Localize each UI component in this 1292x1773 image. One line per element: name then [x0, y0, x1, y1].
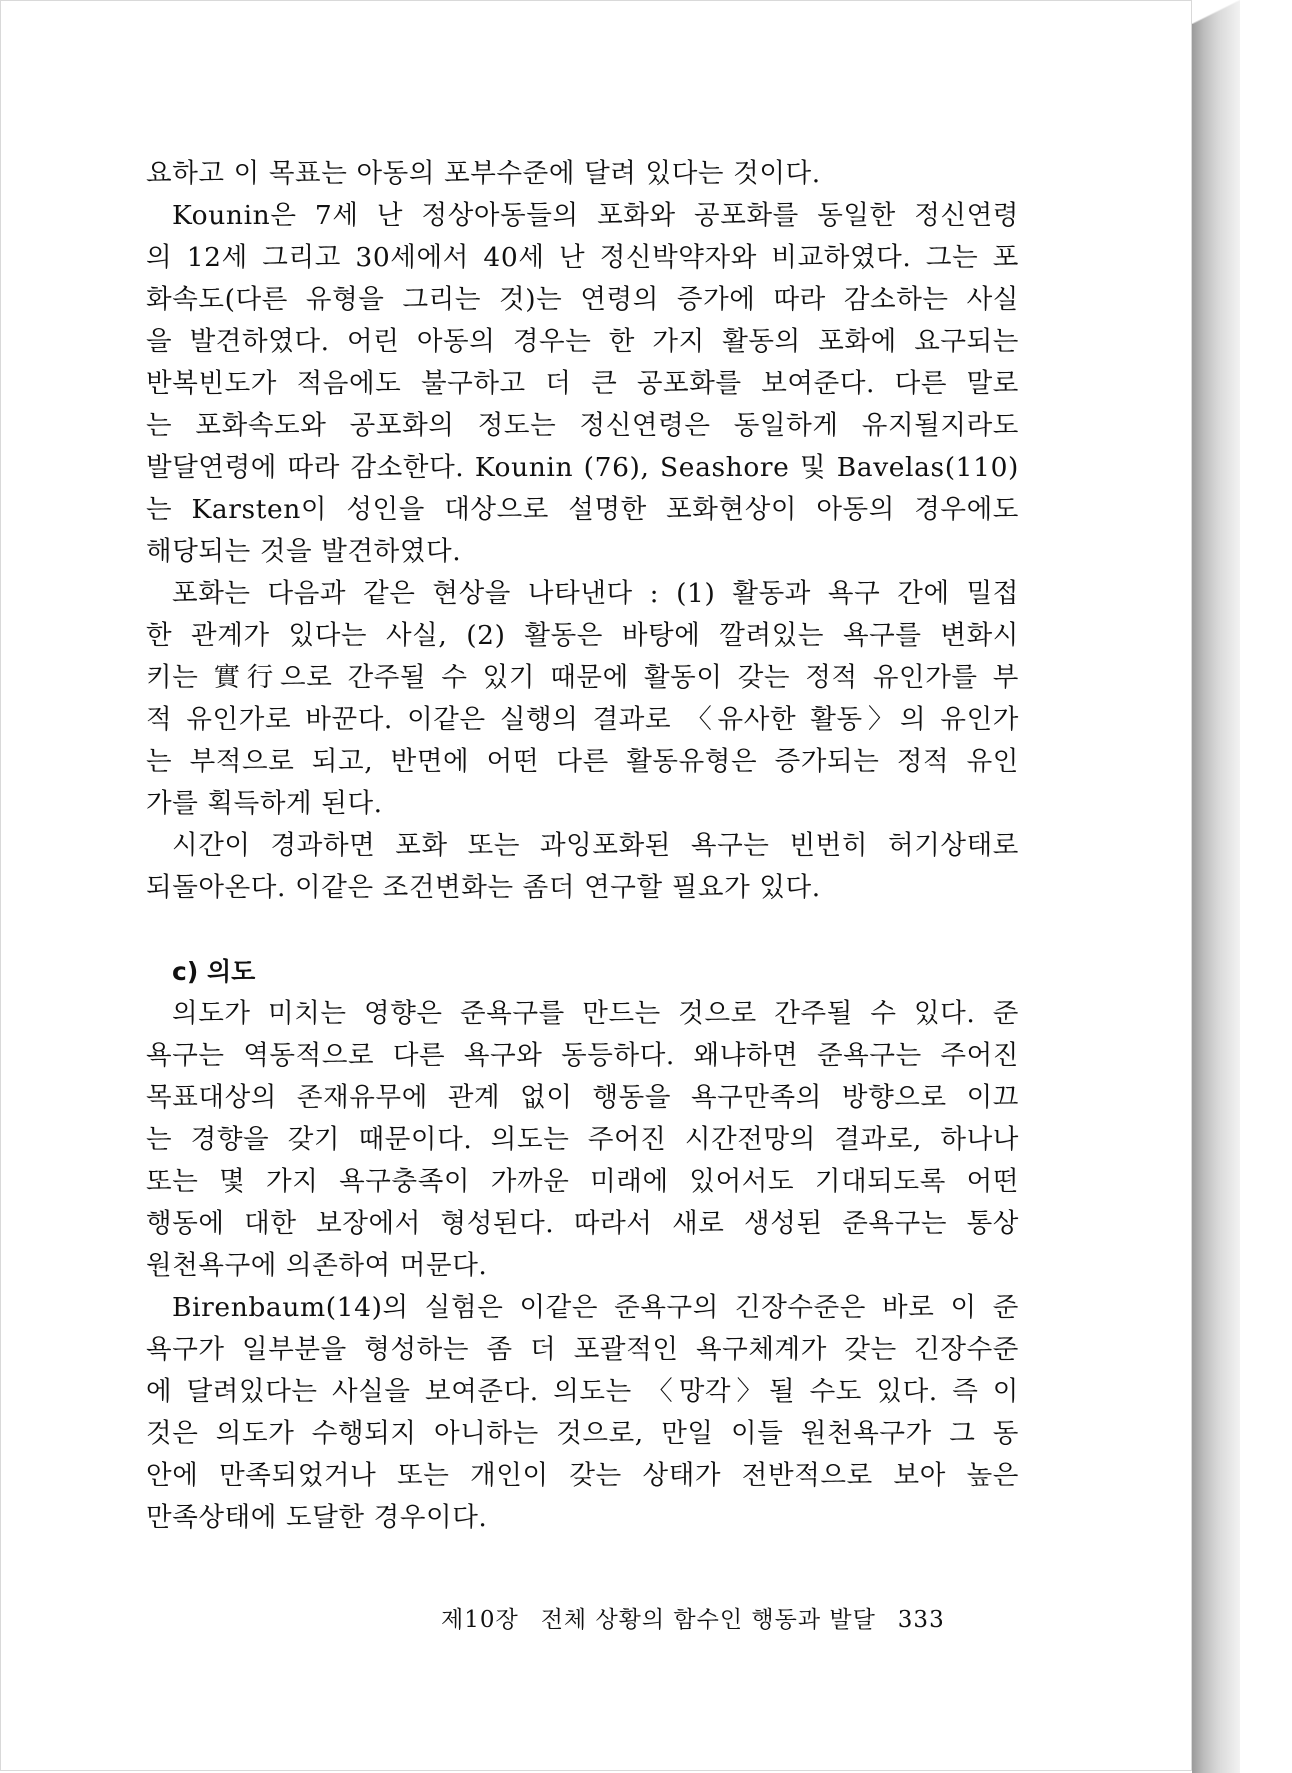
section-heading: c) 의도 — [172, 957, 256, 986]
section-spacer — [146, 909, 1019, 951]
text-line: 것은 의도가 수행되지 아니하는 것으로, 만일 이들 원천욕구가 그 동 — [146, 1418, 1019, 1449]
text-line: 요하고 이 목표는 아동의 포부수준에 달려 있다는 것이다. — [146, 158, 821, 189]
text-line: 에 달려있다는 사실을 보여준다. 의도는 〈망각〉될 수도 있다. 즉 이 — [146, 1376, 1019, 1407]
text-line: 키는 實行으로 간주될 수 있기 때문에 활동이 갖는 정적 유인가를 부 — [146, 662, 1019, 693]
text-line: 발달연령에 따라 감소한다. Kounin (76), Seashore 및 Bavelas(110) — [146, 452, 1019, 483]
text-line: 한 관계가 있다는 사실, (2) 활동은 바탕에 깔려있는 욕구를 변화시 — [146, 620, 1019, 651]
text-line: 반복빈도가 적음에도 불구하고 더 큰 공포화를 보여준다. 다른 말로 — [146, 368, 1019, 399]
text-line: 목표대상의 존재유무에 관계 없이 행동을 욕구만족의 방향으로 이끄 — [146, 1082, 1019, 1113]
text-line: 만족상태에 도달한 경우이다. — [146, 1502, 488, 1533]
text-line: 욕구는 역동적으로 다른 욕구와 동등하다. 왜냐하면 준욕구는 주어진 — [146, 1040, 1019, 1071]
body-text — [146, 153, 1019, 1539]
text-line: 는 포화속도와 공포화의 정도는 정신연령은 동일하게 유지될지라도 — [146, 410, 1019, 441]
page-number: 333 — [897, 1607, 945, 1633]
text-line: 의도가 미치는 영향은 준욕구를 만드는 것으로 간주될 수 있다. 준 — [172, 998, 1019, 1029]
text-line: 의 12세 그리고 30세에서 40세 난 정신박약자와 비교하였다. 그는 포 — [146, 242, 1019, 273]
page-edge-shadow — [1192, 0, 1240, 1773]
text-line: 해당되는 것을 발견하였다. — [146, 536, 462, 567]
text-line: 되돌아온다. 이같은 조건변화는 좀더 연구할 필요가 있다. — [146, 872, 821, 903]
footer-chapter: 제10장 — [441, 1607, 519, 1633]
page-footer — [441, 1602, 945, 1638]
text-line: 을 발견하였다. 어린 아동의 경우는 한 가지 활동의 포화에 요구되는 — [146, 326, 1019, 357]
text-line: 가를 획득하게 된다. — [146, 788, 383, 819]
text-line: 적 유인가로 바꾼다. 이같은 실행의 결과로 〈유사한 활동〉의 유인가 — [146, 704, 1019, 735]
text-line: 원천욕구에 의존하여 머문다. — [146, 1250, 488, 1281]
text-line: Birenbaum(14)의 실험은 이같은 준욕구의 긴장수준은 바로 이 준 — [172, 1292, 1019, 1323]
text-line: 포화는 다음과 같은 현상을 나타낸다 : (1) 활동과 욕구 간에 밀접 — [172, 578, 1019, 609]
text-line: 는 Karsten이 성인을 대상으로 설명한 포화현상이 아동의 경우에도 — [146, 494, 1019, 525]
text-line: 안에 만족되었거나 또는 개인이 갖는 상태가 전반적으로 보아 높은 — [146, 1460, 1019, 1491]
text-line: 욕구가 일부분을 형성하는 좀 더 포괄적인 욕구체계가 갖는 긴장수준 — [146, 1334, 1019, 1365]
text-line: 또는 몇 가지 욕구충족이 가까운 미래에 있어서도 기대되도록 어떤 — [146, 1166, 1019, 1197]
text-line: 시간이 경과하면 포화 또는 과잉포화된 욕구는 빈번히 허기상태로 — [172, 830, 1019, 861]
text-line: 화속도(다른 유형을 그리는 것)는 연령의 증가에 따라 감소하는 사실 — [146, 284, 1019, 315]
text-line: Kounin은 7세 난 정상아동들의 포화와 공포화를 동일한 정신연령 — [172, 200, 1019, 231]
footer-title: 전체 상황의 함수인 행동과 발달 — [540, 1607, 876, 1633]
text-line: 는 부적으로 되고, 반면에 어떤 다른 활동유형은 증가되는 정적 유인 — [146, 746, 1019, 777]
text-line: 행동에 대한 보장에서 형성된다. 따라서 새로 생성된 준욕구는 통상 — [146, 1208, 1019, 1239]
text-line: 는 경향을 갖기 때문이다. 의도는 주어진 시간전망의 결과로, 하나나 — [146, 1124, 1019, 1155]
